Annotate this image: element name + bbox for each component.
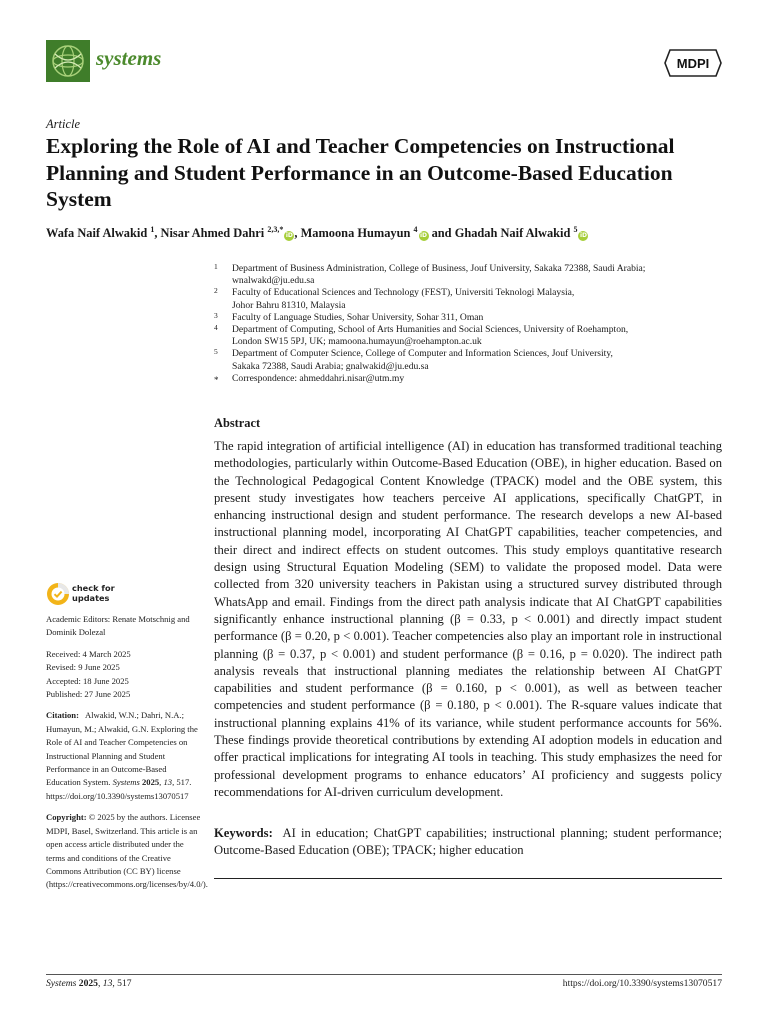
copyright-label: Copyright: bbox=[46, 812, 87, 823]
orcid-icon[interactable]: iD bbox=[579, 232, 587, 239]
author-affiliation-mark: 4 bbox=[413, 225, 418, 234]
abstract-text: The rapid integration of artificial intelligence (AI) in education has transformed traditional teaching methodologies, particularly within Outcome-Based Education (OBE), in higher education. Based on the Technological Pedagogical Content Knowledge (TPACK) model and the OBE system, this present study investigates how teachers perceive AI applications, specifically ChatGPT, in enhancing instructional design and student performance. The research develops a new AI-based instructional planning model, incorporating AI ChatGPT capabilities, teacher competencies, and their direct and indirect effects on student outcomes. This study employs quantitative research design using Structural Equation Modeling (SEM) to validate the proposed model. Data were collected from 320 university teachers in Pakistan using a structured survey distributed through WhatsApp and email. Findings from the direct path analysis indicate that AI ChatGPT capabilities significantly enhance instructional planning (β = 0.33, p < 0.001) and directly impact student performance (β = 0.20, p < 0.001). Teacher competencies also play an important role in instructional planning (β = 0.37, p < 0.001) and student performance (β = 0.16, p = 0.020). The indirect path analysis reveals that instructional planning mediates the relationship between AI ChatGPT capabilities and student performance (β = 0.160, p < 0.001), as well as between teacher competencies and student performance (β = 0.180, p < 0.001). The R-square values indicate that instructional planning explains 41% of its variance, while student performance accounts for 56%. These findings provide theoretical contributions by extending AI adoption models in education and offer practical implications for integrating AI tools in teaching. This study emphasizes the need for professional development programs to enhance educators’ AI proficiency and suggests policy recommendations for AI-driven curriculum development. bbox=[214, 439, 722, 799]
footer-divider bbox=[46, 974, 722, 975]
footer-doi-link[interactable]: https://doi.org/10.3390/systems13070517 bbox=[562, 978, 722, 989]
author-name[interactable]: Mamoona Humayun bbox=[300, 226, 411, 240]
affiliation-item bbox=[210, 373, 730, 385]
citation-text: Alwakid, W.N.; Dahri, N.A.; Humayun, M.; Alwakid, G.N. Exploring the Role of AI and Teacher Competencies on Instructional Planning and Student Performance in an Outcome-Based Education System. bbox=[46, 710, 198, 788]
section-divider bbox=[214, 878, 722, 879]
affiliation-line: Johor Bahru 81310, Malaysia bbox=[232, 299, 346, 311]
author-list: Wafa Naif Alwakid $^1$, Nisar Ahmed Dahri $^{2,3,*}$iD, Mamoona Humayun $^4$iD and Ghadah Naif Alwakid $^5$iD bbox=[46, 225, 587, 240]
copyright bbox=[46, 811, 208, 891]
affiliation-item bbox=[210, 287, 730, 311]
affiliation-line: Correspondence: ahmeddahri.nisar@utm.my bbox=[232, 372, 405, 384]
affiliation-line: Faculty of Language Studies, Sohar University, Sohar 311, Oman bbox=[232, 311, 484, 323]
footer-year: 2025 bbox=[78, 978, 98, 989]
affiliation-mark: 2 bbox=[214, 286, 218, 296]
footer-page: , 517 bbox=[112, 978, 132, 989]
footer-journal: Systems bbox=[46, 978, 77, 989]
affiliation-line: London SW15 5PJ, UK; mamoona.humayun@roehampton.ac.uk bbox=[232, 336, 482, 348]
copyright-text: © 2025 by the authors. Licensee MDPI, Basel, Switzerland. This article is an open access article distributed under the terms and conditions of the Creative Commons Attribution (CC BY) license (https://creativecommons.org/licenses/by/4.0/). bbox=[46, 812, 208, 890]
published-date: Published: 27 June 2025 bbox=[46, 689, 131, 700]
affiliation-item bbox=[210, 263, 730, 287]
publisher-name: MDPI bbox=[676, 56, 710, 71]
orcid-icon[interactable]: iD bbox=[419, 232, 428, 239]
citation-journal: Systems bbox=[112, 777, 140, 788]
citation-doi[interactable]: , 517. https://doi.org/10.3390/systems13070517 bbox=[46, 777, 192, 801]
check-for-updates-button[interactable] bbox=[46, 582, 136, 608]
received-date: Received: 4 March 2025 bbox=[46, 648, 131, 659]
keywords-text: AI in education; ChatGPT capabilities; instructional planning; student performance; Outcome-Based Education (OBE); TPACK; higher education bbox=[214, 826, 722, 858]
keywords-label: Keywords: bbox=[214, 826, 273, 840]
affiliation-line: Department of Computer Science, College of Computer and Information Sciences, Jouf University, bbox=[232, 348, 613, 360]
affiliation-item bbox=[210, 348, 730, 372]
keywords bbox=[214, 825, 722, 860]
author-name[interactable]: Wafa Naif Alwakid bbox=[46, 226, 148, 240]
academic-editors: Academic Editors: Renate Motschnig and Dominik Dolezal bbox=[46, 614, 190, 638]
affiliation-line: Department of Business Administration, College of Business, Jouf University, Sakaka 72388, Saudi Arabia; bbox=[232, 263, 646, 274]
author-affiliation-mark: 1 bbox=[150, 225, 155, 234]
citation-volume: 13 bbox=[163, 777, 173, 788]
affiliation-line: wnalwakd@ju.edu.sa bbox=[232, 275, 315, 287]
abstract-heading: Abstract bbox=[214, 416, 261, 430]
citation: Citation: Alwakid, W.N.; Dahri, N.A.; Humayun, M.; Alwakid, G.N. Exploring the Role of AI and Teacher Competencies on Instructional Planning and Student Performance in an Outcome-Based Education System. Systems 2025, 13, 517. https://doi.org/10.3390/systems13070517 bbox=[46, 710, 198, 801]
check-for-updates-label: check for updates bbox=[72, 583, 115, 603]
affiliation-mark: 3 bbox=[214, 310, 218, 320]
sidebar bbox=[46, 613, 208, 900]
affiliation-mark: 1 bbox=[214, 262, 218, 271]
affiliation-line: Faculty of Educational Sciences and Technology (FEST), Universiti Teknologi Malaysia, bbox=[232, 287, 575, 299]
affiliation-mark: 4 bbox=[214, 323, 218, 333]
author-affiliation-mark: 2,3,* bbox=[267, 225, 284, 234]
author-name[interactable]: Ghadah Naif Alwakid bbox=[454, 226, 571, 240]
accepted-date: Accepted: 18 June 2025 bbox=[46, 675, 129, 686]
orcid-icon[interactable]: iD bbox=[285, 232, 293, 239]
affiliation-line: Department of Computing, School of Arts Humanities and Social Sciences, University of Roehampton, bbox=[232, 324, 629, 336]
citation-year: 2025 bbox=[141, 777, 160, 788]
mdpi-logo-icon[interactable] bbox=[664, 49, 722, 77]
journal-logo-icon[interactable] bbox=[46, 40, 90, 82]
footer-citation: Systems 2025, 13, 517 bbox=[46, 978, 132, 989]
affiliation-mark: * bbox=[214, 374, 219, 385]
affiliations bbox=[210, 263, 730, 385]
publication-dates bbox=[46, 648, 201, 702]
journal-name[interactable]: systems bbox=[96, 46, 162, 70]
revised-date: Revised: 9 June 2025 bbox=[46, 662, 120, 673]
affiliation-mark: 5 bbox=[214, 347, 218, 357]
article-title: Exploring the Role of AI and Teacher Competencies on Instructional Planning and Student Performance in an Outcome-Based Education System bbox=[46, 134, 675, 211]
affiliation-item bbox=[210, 324, 730, 348]
citation-label: Citation: bbox=[46, 710, 79, 721]
footer-volume: 13 bbox=[102, 978, 113, 989]
article-type: Article bbox=[46, 117, 81, 131]
affiliation-line: Sakaka 72388, Saudi Arabia; gnalwakid@ju.edu.sa bbox=[232, 360, 429, 372]
affiliation-item bbox=[210, 312, 730, 324]
author-name[interactable]: Nisar Ahmed Dahri bbox=[160, 226, 265, 240]
author-affiliation-mark: 5 bbox=[573, 225, 578, 234]
check-for-updates-icon bbox=[46, 582, 70, 606]
